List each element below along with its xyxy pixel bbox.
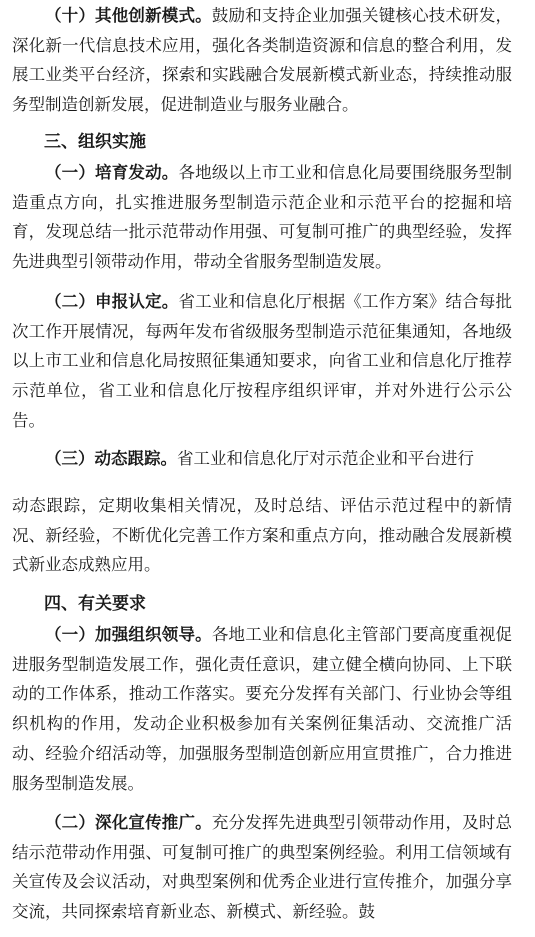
item-3-3-body-first-line: 省工业和信息化厅对示范企业和平台进行 <box>177 449 474 468</box>
item-4-1-lead: （一）加强组织领导。 <box>45 625 212 644</box>
item-3-3-lead: （三）动态跟踪。 <box>45 449 177 468</box>
paragraph-3-3-start <box>12 444 512 474</box>
section-4-heading: 四、有关要求 <box>44 594 146 614</box>
item-4-2-body: 充分发挥先进典型引领带动作用，及时总结示范带动作用强、可复制可推广的典型案例经验。利用工信领域有关宣传及会议活动，对典型案例和优秀企业进行宣传推介，加强分享交流，共同探索培育新业态、新模式、新经验。鼓 <box>12 813 513 922</box>
item-4-2-lead: （二）深化宣传推广。 <box>45 813 212 832</box>
paragraph-item-10 <box>12 1 512 121</box>
item-3-2-lead: （二）申报认定。 <box>45 292 179 311</box>
section-3-heading: 三、组织实施 <box>44 132 146 152</box>
item-3-1-lead: （一）培育发动。 <box>45 163 179 182</box>
item-3-1-body: 各地级以上市工业和信息化局要围绕服务型制造重点方向，扎实推进服务型制造示范企业和示范平台的挖掘和培育，发现总结一批示范带动作用强、可复制可推广的典型经验，发挥先进典型引领带动作用，带动全省服务型制造发展。 <box>12 163 513 272</box>
item-3-2-body: 省工业和信息化厅根据《工作方案》结合每批次工作开展情况，每两年发布省级服务型制造示范征集通知，各地级以上市工业和信息化局按照征集通知要求，向省工业和信息化厅推荐示范单位，省工业和信息化厅按程序组织评审，并对外进行公示公告。 <box>12 292 513 430</box>
item-4-1-body: 各地工业和信息化主管部门要高度重视促进服务型制造发展工作，强化责任意识，建立健全横向协同、上下联动的工作体系，推动工作落实。要充分发挥有关部门、行业协会等组织机构的作用，发动企业积极参加有关案例征集活动、交流推广活动、经验介绍活动等，加强服务型制造创新应用宣贯推广，合力推进服务型制造发展。 <box>12 625 513 793</box>
paragraph-3-3-continued: 动态跟踪，定期收集相关情况，及时总结、评估示范过程中的新情况、新经验，不断优化完善工作方案和重点方向，推动融合发展新模式新业态成熟应用。 <box>12 496 512 575</box>
item-10-body: 鼓励和支持企业加强关键核心技术研发，深化新一代信息技术应用，强化各类制造资源和信息的整合利用，发展工业类平台经济，探索和实践融合发展新模式新业态，持续推动服务型制造创新发展，促进制造业与服务业融合。 <box>12 6 513 115</box>
item-10-lead: （十）其他创新模式。 <box>45 6 212 25</box>
paragraph-4-2 <box>12 808 512 933</box>
paragraph-4-1 <box>12 620 512 800</box>
paragraph-3-2 <box>12 287 512 437</box>
paragraph-3-1 <box>12 158 512 278</box>
